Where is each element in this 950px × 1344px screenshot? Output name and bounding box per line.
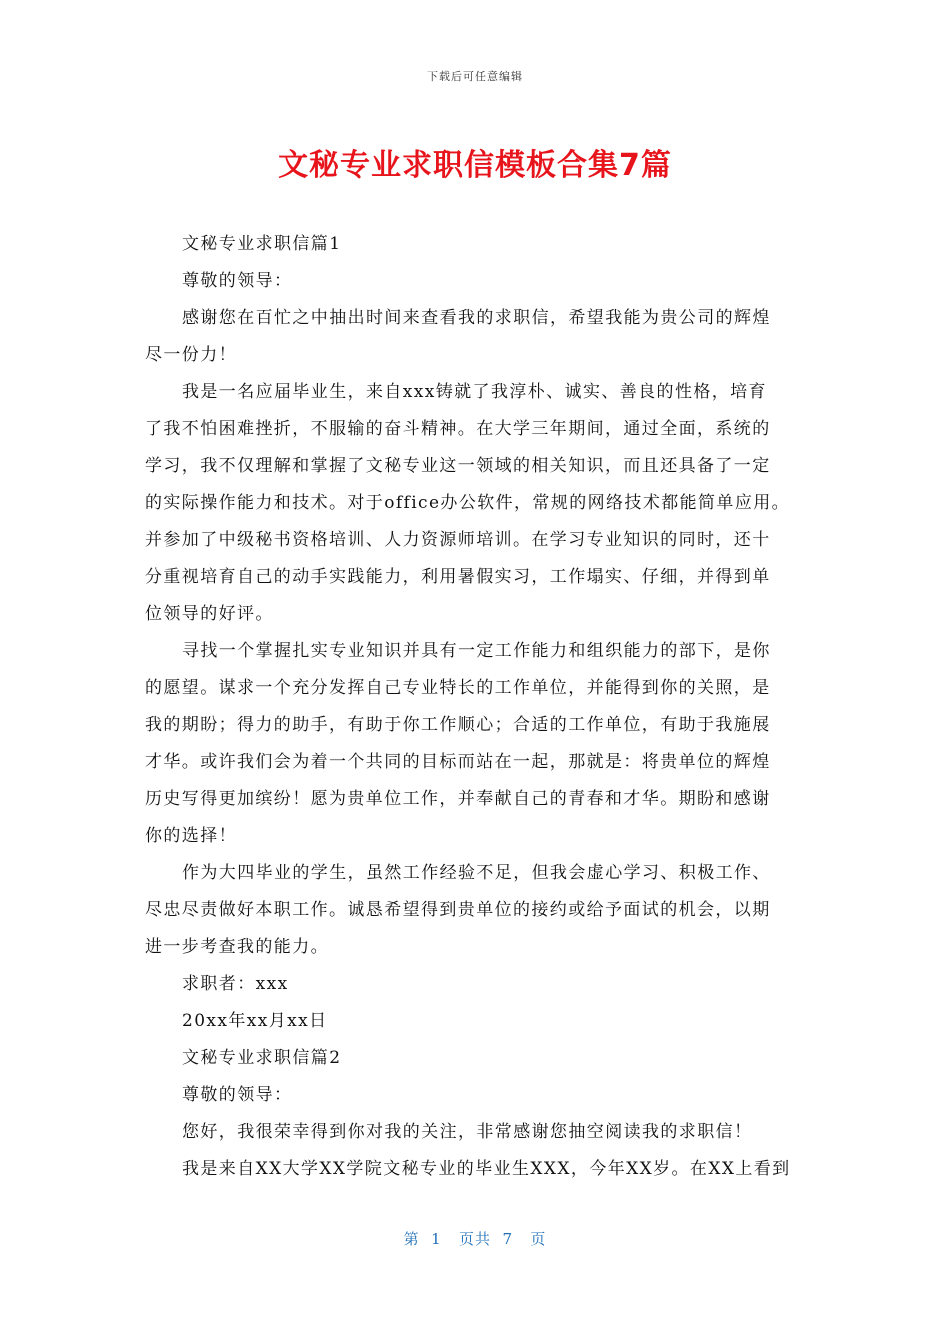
text-line: 的愿望。谋求一个充分发挥自己专业特长的工作单位，并能得到你的关照，是 [145, 678, 771, 698]
text-line: 尊敬的领导： [182, 1085, 293, 1105]
text-line: 你的选择！ [145, 826, 237, 846]
text-line: 我是一名应届毕业生，来自xxx铸就了我淳朴、诚实、善良的性格，培育 [182, 382, 767, 402]
text-line: 文秘专业求职信篇2 [182, 1048, 342, 1068]
text-line: 感谢您在百忙之中抽出时间来查看我的求职信，希望我能为贵公司的辉煌 [182, 308, 771, 328]
text-line: 历史写得更加缤纷！愿为贵单位工作，并奉献自己的青春和才华。期盼和感谢 [145, 789, 771, 809]
text-line: 作为大四毕业的学生，虽然工作经验不足，但我会虚心学习、积极工作、 [182, 863, 771, 883]
header-note: 下载后可任意编辑 [427, 70, 523, 83]
text-line: 寻找一个掌握扎实专业知识并具有一定工作能力和组织能力的部下，是你 [182, 641, 771, 661]
text-line: 尽忠尽责做好本职工作。诚恳希望得到贵单位的接约或给予面试的机会，以期 [145, 900, 771, 920]
text-line: 我的期盼；得力的助手，有助于你工作顺心；合适的工作单位，有助于我施展 [145, 715, 771, 735]
text-line: 进一步考查我的能力。 [145, 937, 329, 957]
document-title: 文秘专业求职信模板合集7篇 [278, 148, 672, 183]
text-line: 才华。或许我们会为着一个共同的目标而站在一起，那就是：将贵单位的辉煌 [145, 752, 771, 772]
text-line: 分重视培育自己的动手实践能力，利用暑假实习，工作塌实、仔细，并得到单 [145, 567, 771, 587]
text-line: 20xx年xx月xx日 [182, 1011, 328, 1031]
page-footer: 第 1 页共 7 页 [403, 1230, 547, 1248]
text-line: 文秘专业求职信篇1 [182, 234, 342, 254]
text-line: 求职者：xxx [182, 974, 289, 994]
text-line: 您好，我很荣幸得到你对我的关注，非常感谢您抽空阅读我的求职信！ [182, 1122, 753, 1142]
text-line: 位领导的好评。 [145, 604, 274, 624]
text-line: 尽一份力！ [145, 345, 237, 365]
text-line: 的实际操作能力和技术。对于office办公软件，常规的网络技术都能简单应用。 [145, 493, 791, 513]
text-line: 并参加了中级秘书资格培训、人力资源师培训。在学习专业知识的同时，还十 [145, 530, 771, 550]
text-line: 尊敬的领导： [182, 271, 293, 291]
text-line: 了我不怕困难挫折，不服输的奋斗精神。在大学三年期间，通过全面，系统的 [145, 419, 771, 439]
text-line: 学习，我不仅理解和掌握了文秘专业这一领域的相关知识，而且还具备了一定 [145, 456, 771, 476]
text-line: 我是来自XX大学XX学院文秘专业的毕业生XXX，今年XX岁。在XX上看到 [182, 1159, 791, 1179]
document-body [145, 226, 820, 1188]
